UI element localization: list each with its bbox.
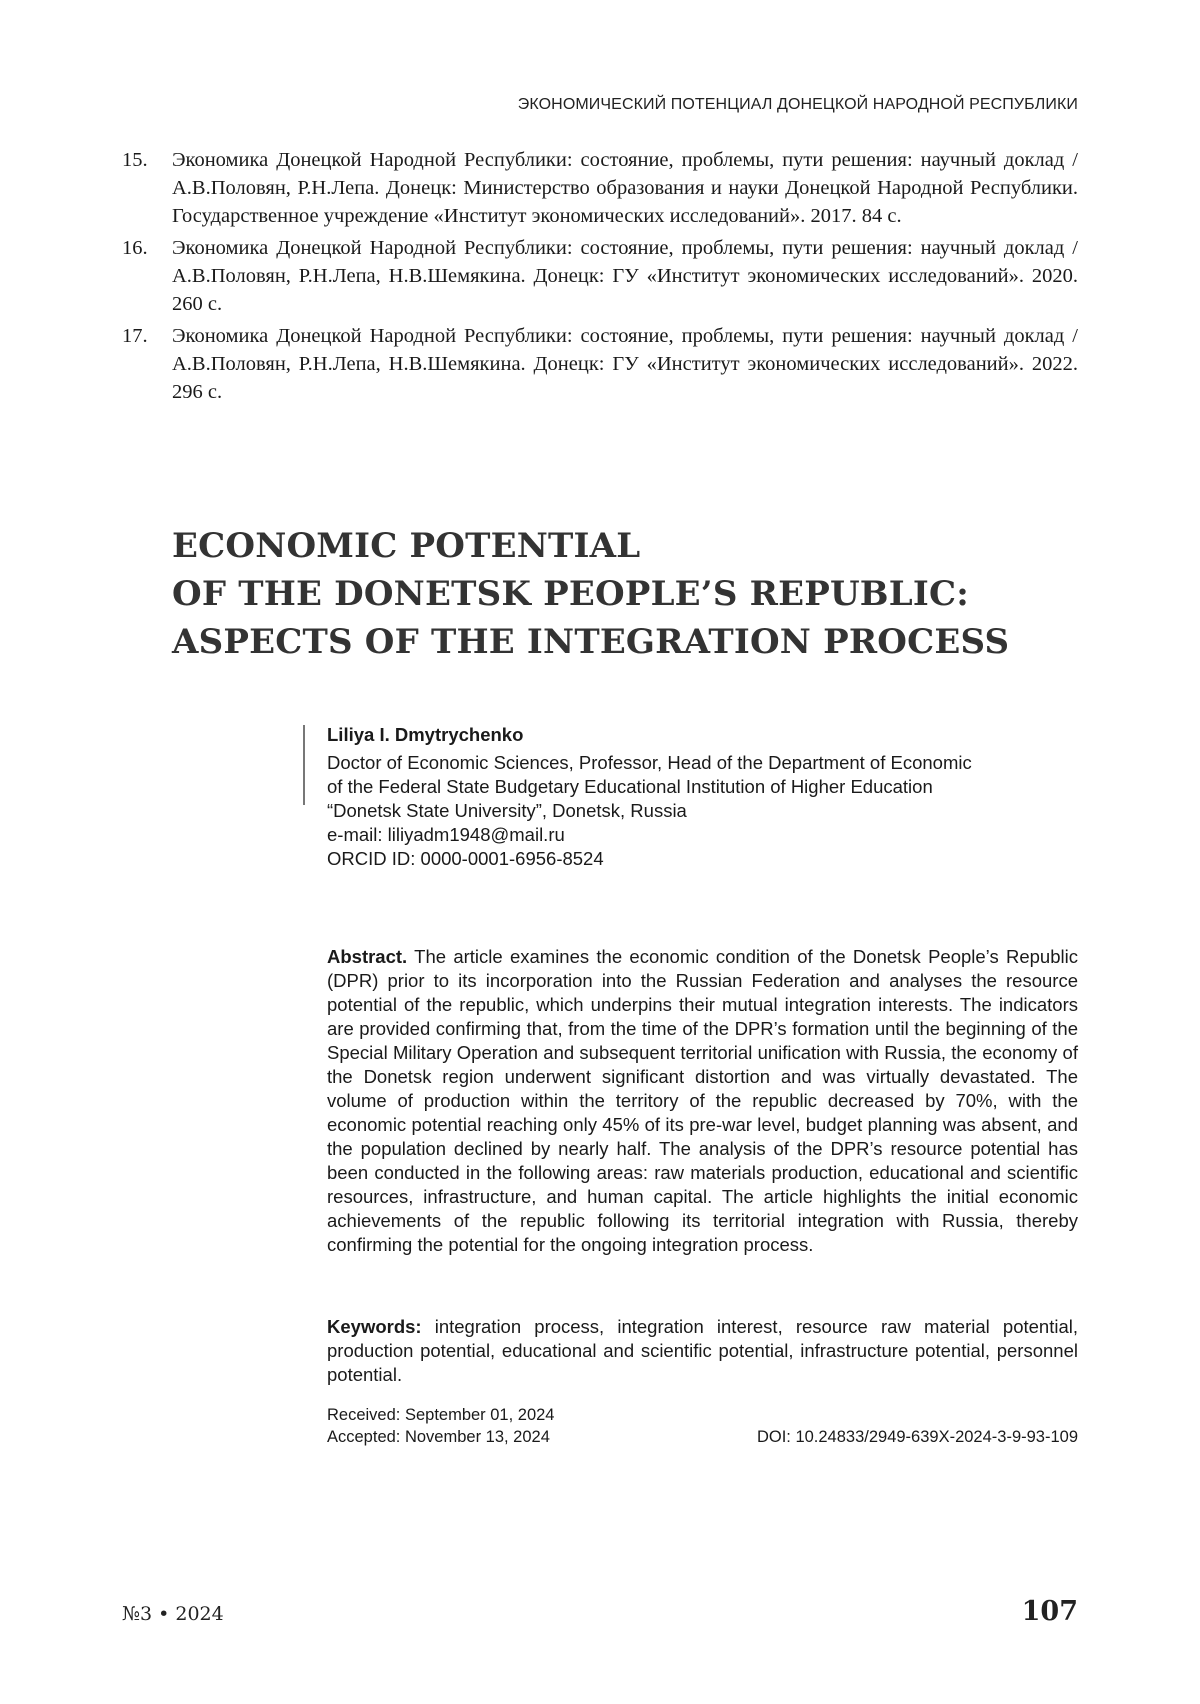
abstract bbox=[327, 945, 1078, 1257]
abstract-text: The article examines the economic condition of the Donetsk People’s Republic (DPR) prior to its incorporation into the Russian Federation and analyses the resource potential of the republic, which underpins their mutual integration interests. The indicators are provided confirming that, from the time of the DPR’s formation until the beginning of the Special Military Operation and subsequent territorial unification with Russia, the economy of the Donetsk region underwent significant distortion and was virtually devastated. The volume of production within the territory of the republic decreased by 70%, with the economic potential reaching only 45% of its pre-war level, budget planning was absent, and the population declined by nearly half. The analysis of the DPR’s resource potential has been conducted in the following areas: raw materials production, educational and scientific resources, infrastructure, and human capital. The article highlights the initial economic achievements of the republic following its territorial integration with Russia, thereby confirming the potential for the ongoing integration process. bbox=[327, 946, 1078, 1255]
author-divider bbox=[303, 725, 305, 805]
reference-number: 15. bbox=[122, 146, 148, 174]
keywords-label: Keywords: bbox=[327, 1316, 422, 1337]
reference-text: Экономика Донецкой Народной Республики: состояние, проблемы, пути решения: научный доклад / А.В.Половян, Р.Н.Лепа, Н.В.Шемякина. Донецк: ГУ «Институт экономических исследований». 2022. 296 с. bbox=[172, 325, 1078, 403]
reference-text: Экономика Донецкой Народной Республики: состояние, проблемы, пути решения: научный доклад / А.В.Половян, Р.Н.Лепа. Донецк: Министерство образования и науки Донецкой Народной Республики. Государственное учреждение «Институт экономических исследований». 2017. 84 с. bbox=[172, 149, 1078, 227]
page-number: 107 bbox=[1022, 1596, 1078, 1627]
reference-number: 17. bbox=[122, 322, 148, 350]
author-name: Liliya I. Dmytrychenko bbox=[327, 723, 1107, 747]
reference-item bbox=[122, 146, 1078, 230]
reference-list bbox=[122, 146, 1078, 410]
author-email: e-mail: liliyadm1948@mail.ru bbox=[327, 823, 1107, 847]
reference-number: 16. bbox=[122, 234, 148, 262]
author-affiliation: “Donetsk State University”, Donetsk, Russia bbox=[327, 799, 1107, 823]
keywords-text: integration process, integration interest, resource raw material potential, production potential, educational and scientific potential, infrastructure potential, personnel potential. bbox=[327, 1316, 1078, 1385]
author-orcid: ORCID ID: 0000-0001-6956-8524 bbox=[327, 847, 1107, 871]
reference-item bbox=[122, 322, 1078, 406]
article-dates bbox=[327, 1404, 1078, 1448]
accepted-date: Accepted: November 13, 2024 bbox=[327, 1426, 1078, 1448]
reference-item bbox=[122, 234, 1078, 318]
keywords bbox=[327, 1315, 1078, 1387]
reference-text: Экономика Донецкой Народной Республики: состояние, проблемы, пути решения: научный доклад / А.В.Половян, Р.Н.Лепа, Н.В.Шемякина. Донецк: ГУ «Институт экономических исследований». 2020. 260 с. bbox=[172, 237, 1078, 315]
received-date: Received: September 01, 2024 bbox=[327, 1404, 1078, 1426]
author-affiliation: Doctor of Economic Sciences, Professor, Head of the Department of Economic bbox=[327, 751, 1107, 775]
doi: DOI: 10.24833/2949-639X-2024-3-9-93-109 bbox=[757, 1426, 1078, 1448]
running-head: ЭКОНОМИЧЕСКИЙ ПОТЕНЦИАЛ ДОНЕЦКОЙ НАРОДНОЙ РЕСПУБЛИКИ bbox=[518, 96, 1078, 114]
title-line: ASPECTS OF THE INTEGRATION PROCESS bbox=[172, 618, 1009, 666]
author-affiliation: of the Federal State Budgetary Educational Institution of Higher Education bbox=[327, 775, 1107, 799]
abstract-label: Abstract. bbox=[327, 946, 407, 967]
title-line: OF THE DONETSK PEOPLE’S REPUBLIC: bbox=[172, 570, 1009, 618]
article-title bbox=[172, 522, 1009, 666]
author-block bbox=[303, 723, 1107, 871]
title-line: ECONOMIC POTENTIAL bbox=[172, 522, 1009, 570]
issue-number: №3 • 2024 bbox=[122, 1603, 224, 1625]
